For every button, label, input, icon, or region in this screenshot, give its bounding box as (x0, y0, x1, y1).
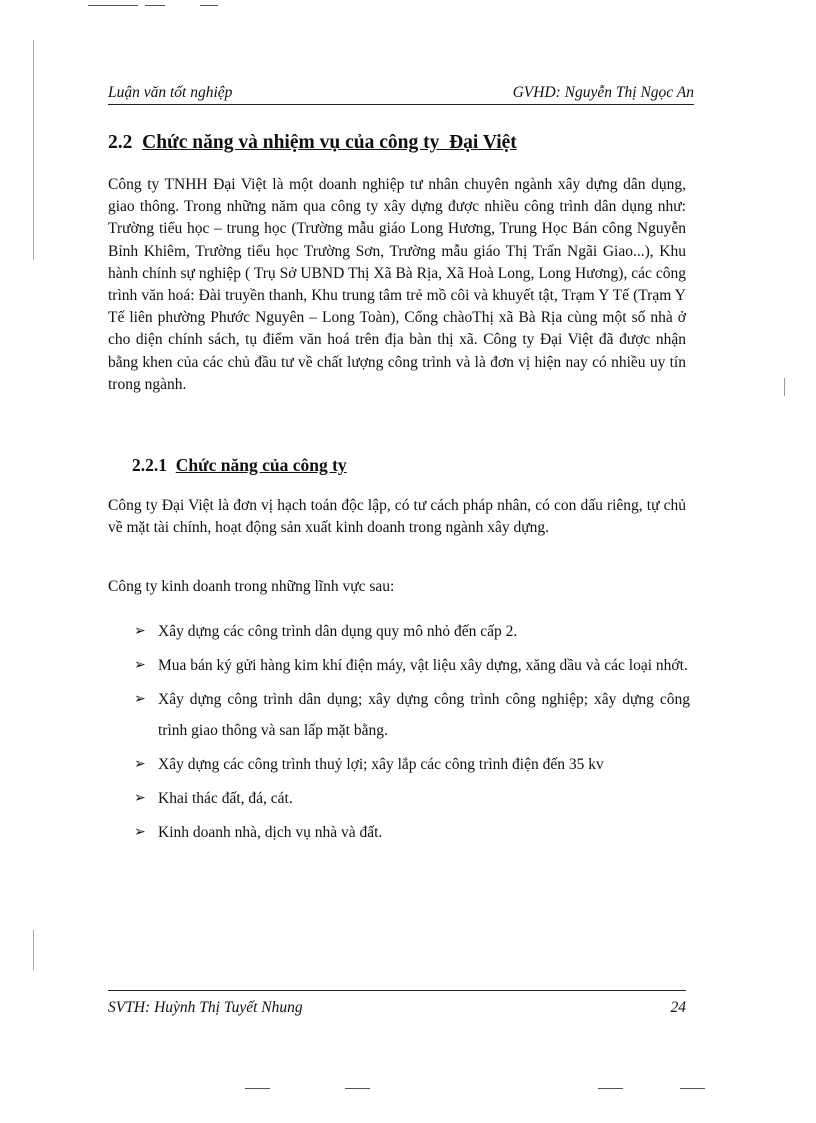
arrow-bullet-icon: ➢ (134, 790, 146, 806)
footer-student: SVTH: Huỳnh Thị Tuyết Nhung (108, 999, 303, 1016)
page-header (108, 84, 694, 105)
business-field-list (134, 616, 690, 851)
list-item: ➢ Mua bán ký gửi hàng kim khí điện máy, vật liệu xây dựng, xăng dầu và các loại nhớt. (134, 650, 690, 681)
scan-artifact (88, 5, 138, 6)
section-number: 2.2 (108, 132, 133, 153)
scan-artifact (345, 1088, 370, 1089)
header-advisor: GVHD: Nguyễn Thị Ngọc An (512, 84, 694, 101)
subsection-title: Chức năng của công ty (175, 455, 347, 475)
page-number: 24 (670, 999, 686, 1016)
scan-artifact (145, 5, 165, 6)
scan-artifact (680, 1088, 705, 1089)
list-item: ➢ Xây dựng các công trình dân dụng quy mô nhỏ đến cấp 2. (134, 616, 690, 647)
scan-artifact (200, 5, 218, 6)
scan-artifact (598, 1088, 623, 1089)
header-thesis-label: Luận văn tốt nghiệp (108, 84, 233, 101)
section-heading (108, 132, 517, 154)
arrow-bullet-icon: ➢ (134, 691, 146, 707)
arrow-bullet-icon: ➢ (134, 824, 146, 840)
scan-artifact (245, 1088, 270, 1089)
arrow-bullet-icon: ➢ (134, 657, 146, 673)
page-footer (108, 990, 686, 1017)
subsection-number: 2.2.1 (132, 455, 167, 475)
scan-artifact (33, 40, 34, 260)
section-intro-paragraph: Công ty TNHH Đại Việt là một doanh nghiệp tư nhân chuyên ngành xây dựng dân dụng, giao thông. Trong những năm qua công ty xây dựng được nhiều công trình dân dụng như: Trường tiểu học – trung học (Trường mẫu giáo Long Hương, Trung Học Bán công Nguyễn Bỉnh Khiêm, Trường tiểu học Trường Sơn, Trường mẫu giáo Thị Trấn Ngãi Giao...), Khu hành chính sự nghiệp ( Trụ Sở UBND Thị Xã Bà Rịa, Xã Hoà Long, Long Hương), các công trình văn hoá: Đài truyền thanh, Khu trung tâm trẻ mồ côi và khuyết tật, Trạm Y Tế (Trạm Y Tế liên phường Phước Nguyên – Long Toàn), Cổng chàoThị xã Bà Rịa cùng một số nhà ở cho diện chính sách, tụ điểm văn hoá trên địa bàn thị xã. Công ty Đại Việt đã được nhận bằng khen của các chủ đầu tư về chất lượng công trình và là đơn vị hiện nay có nhiều uy tín trong ngành. (108, 176, 686, 393)
scan-artifact (784, 378, 785, 396)
arrow-bullet-icon: ➢ (134, 623, 146, 639)
arrow-bullet-icon: ➢ (134, 756, 146, 772)
subsection-heading (132, 455, 347, 476)
subsection-paragraph-2: Công ty kinh doanh trong những lĩnh vực sau: (108, 578, 395, 595)
subsection-paragraph-1: Công ty Đại Việt là đơn vị hạch toán độc lập, có tư cách pháp nhân, có con dấu riêng, tự chủ về mặt tài chính, hoạt động sản xuất kinh doanh trong ngành xây dựng. (108, 497, 686, 537)
list-item: ➢ Xây dựng các công trình thuỷ lợi; xây lắp các công trình điện đến 35 kv (134, 749, 690, 780)
scan-artifact (33, 930, 34, 970)
list-item: ➢ Xây dựng công trình dân dụng; xây dựng công trình công nghiệp; xây dựng công trình giao thông và san lấp mặt bằng. (134, 684, 690, 746)
section-title: Chức năng và nhiệm vụ của công ty Đại Việt (142, 132, 517, 153)
list-item: ➢ Khai thác đất, đá, cát. (134, 783, 690, 814)
list-item: ➢ Kinh doanh nhà, dịch vụ nhà và đất. (134, 817, 690, 848)
